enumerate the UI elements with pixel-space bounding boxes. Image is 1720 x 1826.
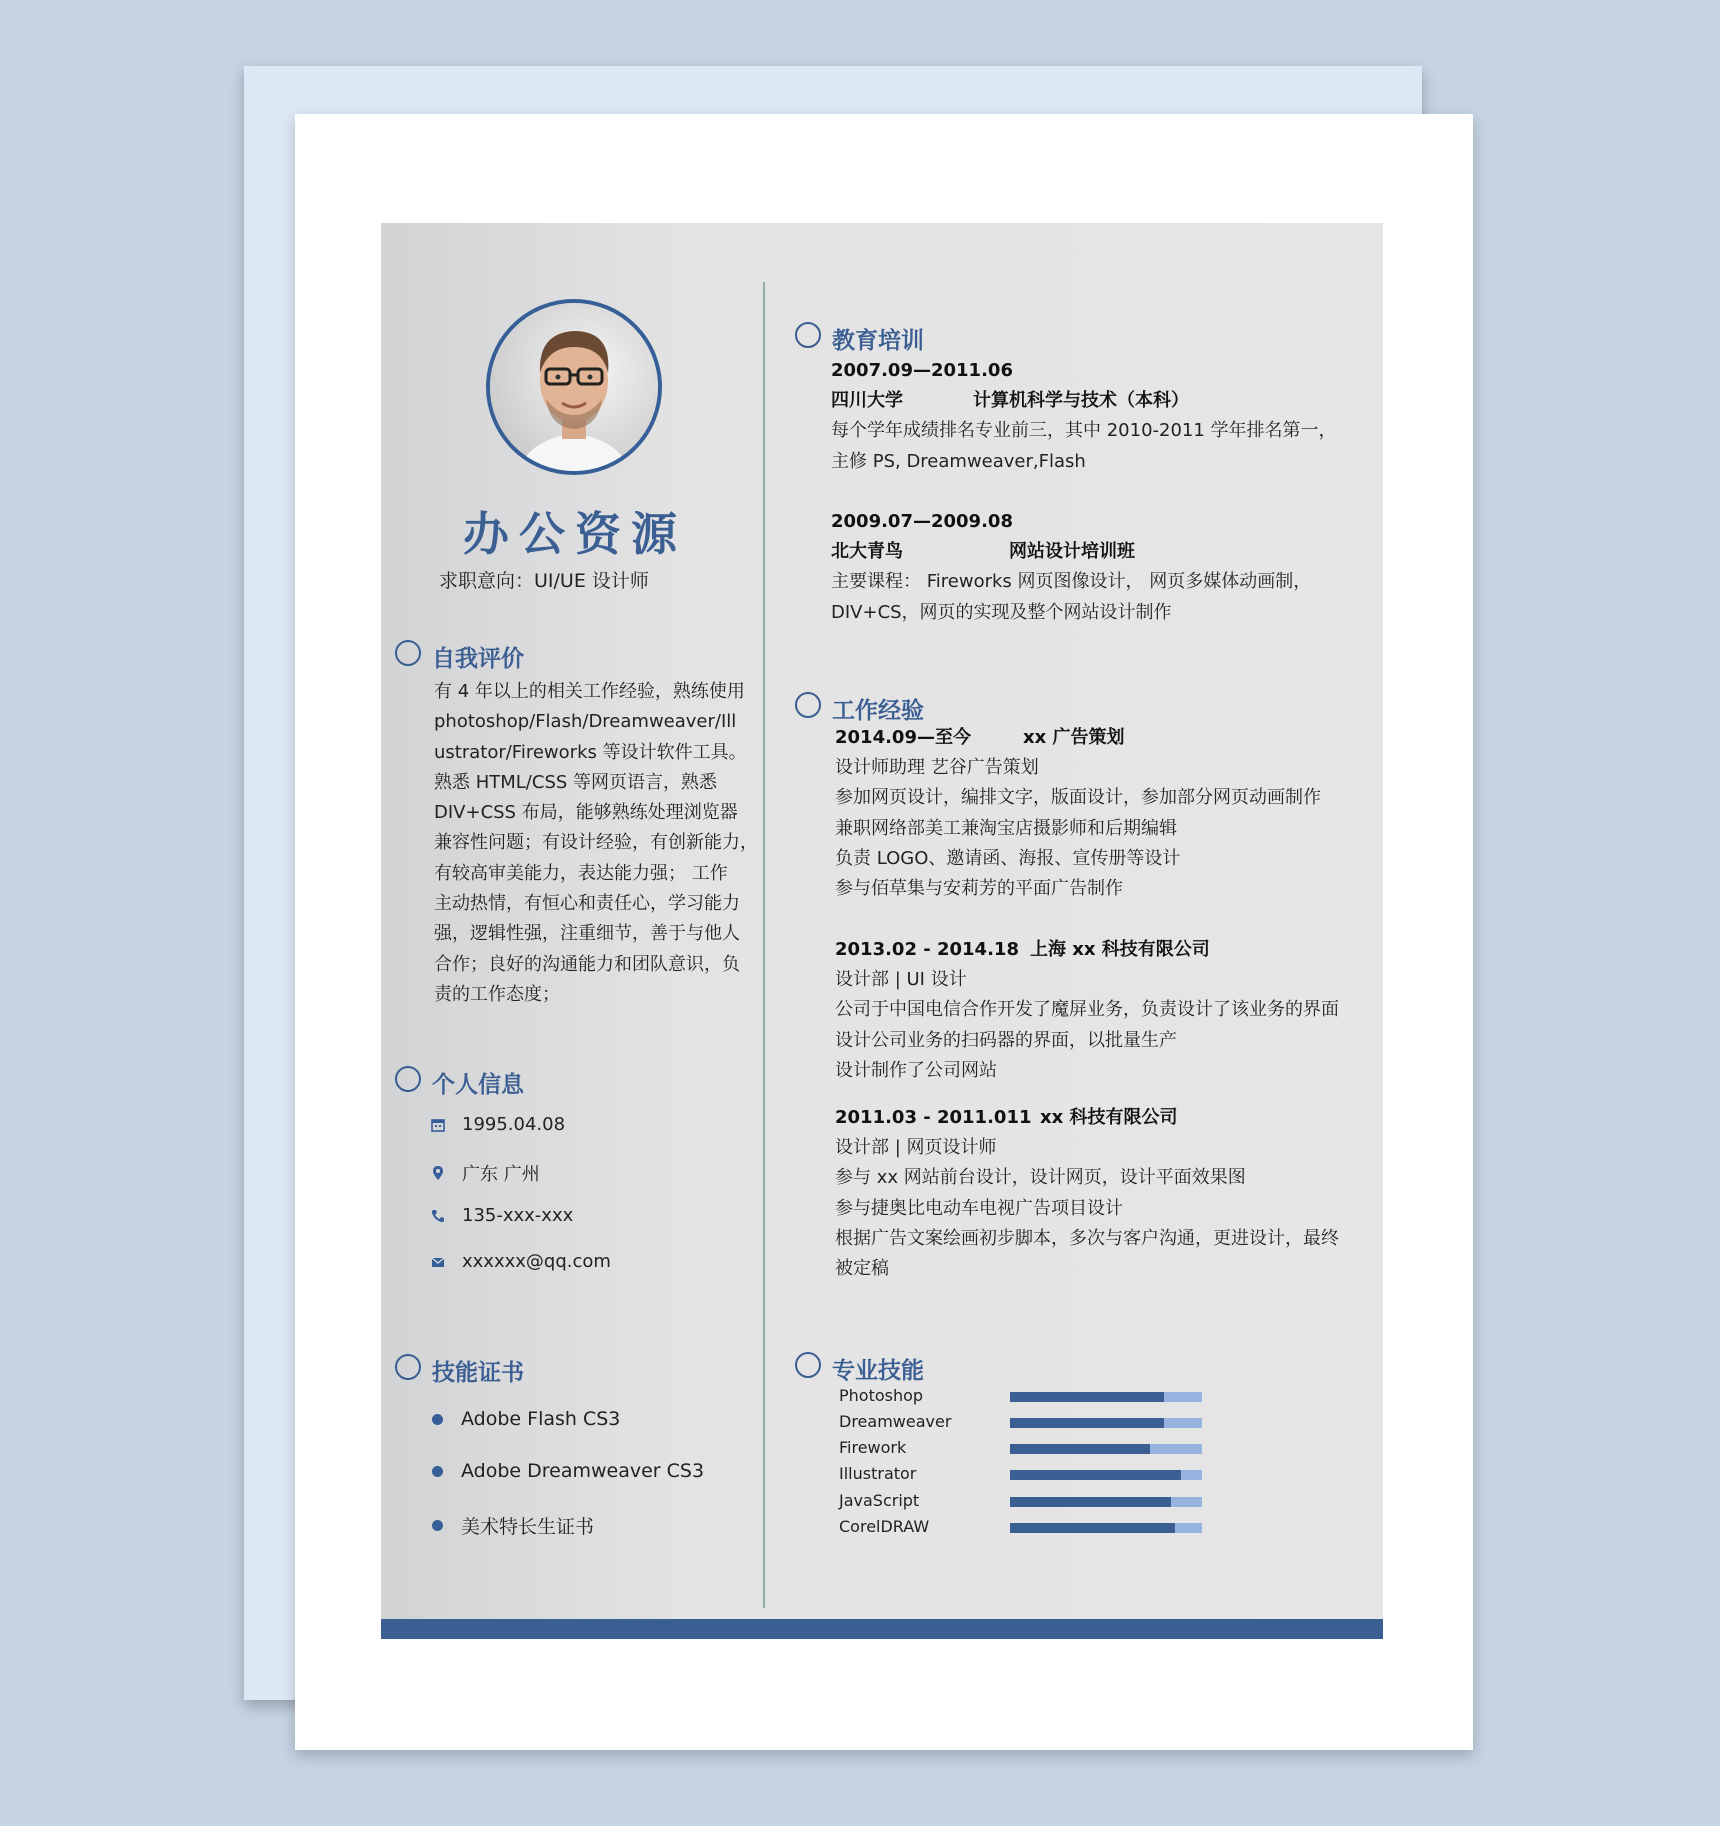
bullet-icon <box>432 1466 443 1477</box>
bottom-accent-bar <box>381 1619 1383 1639</box>
work-company: xx 科技有限公司 <box>1040 1107 1178 1128</box>
avatar-portrait-icon <box>490 303 658 471</box>
work-title: 工作经验 <box>832 698 924 724</box>
skill-name: Firework <box>839 1438 907 1457</box>
section-ring-icon <box>395 1066 421 1092</box>
work-header <box>835 723 1321 753</box>
skill-name: Dreamweaver <box>839 1412 952 1431</box>
email-text: xxxxxx@qq.com <box>462 1251 611 1272</box>
personal-info-title: 个人信息 <box>432 1072 524 1098</box>
self-eval-line: 合作；良好的沟通能力和团队意识，负 <box>434 953 740 975</box>
phone-text: 135-xxx-xxx <box>462 1205 574 1226</box>
skill-bar <box>1010 1392 1202 1402</box>
section-ring-icon <box>795 692 821 718</box>
self-eval-line: 熟悉 HTML/CSS 等网页语言，熟悉 <box>434 771 718 793</box>
self-eval-line: 有较高审美能力，表达能力强； 工作 <box>434 862 728 884</box>
cert-item <box>432 1408 620 1430</box>
edu-school: 北大青鸟 <box>831 541 903 563</box>
edu-detail: 主修 PS, Dreamweaver,Flash <box>831 450 1086 472</box>
self-eval-text <box>434 677 758 1010</box>
work-detail: 被定稿 <box>835 1258 889 1280</box>
skill-bar-fill <box>1010 1418 1164 1428</box>
edu-school-row <box>831 386 1337 416</box>
work-detail: 设计部 | UI 设计 <box>835 969 967 990</box>
edu-detail: 主要课程： Fireworks 网页图像设计， 网页多媒体动画制， <box>831 571 1312 593</box>
education-entry <box>831 356 1337 477</box>
skill-bar <box>1010 1418 1202 1428</box>
mail-icon <box>430 1254 446 1270</box>
birthdate-text: 1995.04.08 <box>462 1114 566 1135</box>
self-eval-title: 自我评价 <box>432 646 524 672</box>
phone-row <box>430 1205 573 1226</box>
cert-text: Adobe Flash CS3 <box>461 1408 621 1430</box>
work-detail: 负责 LOGO、邀请函、海报、宣传册等设计 <box>835 847 1181 869</box>
work-company: xx 广告策划 <box>1023 727 1125 748</box>
self-eval-line: 强，逻辑性强，注重细节，善于与他人 <box>434 923 740 945</box>
cert-text: Adobe Dreamweaver CS3 <box>461 1460 705 1482</box>
self-eval-line: 有 4 年以上的相关工作经验，熟练使用 <box>434 681 745 702</box>
edu-period: 2009.07—2009.08 <box>831 511 1013 532</box>
work-detail: 设计制作了公司网站 <box>835 1059 997 1081</box>
skill-bar-fill <box>1010 1523 1175 1533</box>
work-detail: 兼职网络部美工兼淘宝店摄影师和后期编辑 <box>835 817 1177 839</box>
self-eval-line: 责的工作态度； <box>434 983 560 1005</box>
self-eval-line: ustrator/Fireworks 等设计软件工具。 <box>434 741 747 763</box>
skill-bar <box>1010 1444 1202 1454</box>
birthdate-row <box>430 1114 565 1135</box>
edu-major: 网站设计培训班 <box>1009 541 1135 563</box>
work-entry <box>835 723 1321 904</box>
work-detail: 设计公司业务的扫码器的界面，以批量生产 <box>835 1029 1177 1051</box>
work-detail: 参与佰草集与安莉芳的平面广告制作 <box>835 878 1123 900</box>
skill-bar-fill <box>1010 1444 1150 1454</box>
education-title: 教育培训 <box>832 328 924 354</box>
work-detail: 设计部 | 网页设计师 <box>835 1137 997 1158</box>
work-header <box>835 1103 1339 1133</box>
skill-name: Illustrator <box>839 1464 917 1483</box>
location-icon <box>430 1165 446 1181</box>
bullet-icon <box>432 1414 443 1425</box>
candidate-name: 办公资源 <box>463 507 687 561</box>
section-ring-icon <box>395 1354 421 1380</box>
skill-bar <box>1010 1470 1202 1480</box>
self-eval-line: photoshop/Flash/Dreamweaver/Ill <box>434 711 737 733</box>
skill-name: CorelDRAW <box>839 1517 930 1536</box>
work-detail: 参加网页设计，编排文字，版面设计，参加部分网页动画制作 <box>835 787 1321 809</box>
edu-detail: DIV+CS，网页的实现及整个网站设计制作 <box>831 601 1172 623</box>
section-ring-icon <box>795 322 821 348</box>
bullet-icon <box>432 1520 443 1531</box>
section-ring-icon <box>795 1352 821 1378</box>
work-company: 上海 xx 科技有限公司 <box>1030 939 1210 960</box>
section-ring-icon <box>395 640 421 666</box>
certs-title: 技能证书 <box>432 1360 524 1386</box>
avatar <box>486 299 662 475</box>
work-entry <box>835 935 1339 1086</box>
skill-bar-fill <box>1010 1392 1164 1402</box>
skill-bar-fill <box>1010 1470 1181 1480</box>
edu-detail: 每个学年成绩排名专业前三，其中 2010-2011 学年排名第一， <box>831 420 1337 442</box>
work-detail: 公司于中国电信合作开发了魔屏业务，负责设计了该业务的界面 <box>835 999 1339 1021</box>
work-period: 2013.02 - 2014.18 <box>835 939 1019 960</box>
skill-bar-fill <box>1010 1497 1171 1507</box>
skills-title: 专业技能 <box>832 1358 924 1384</box>
calendar-icon <box>430 1117 446 1133</box>
skill-bar <box>1010 1523 1202 1533</box>
cert-item <box>432 1460 704 1482</box>
work-detail: 根据广告文案绘画初步脚本，多次与客户沟通，更进设计，最终 <box>835 1227 1339 1249</box>
work-detail: 设计师助理 艺谷广告策划 <box>835 757 1039 778</box>
self-eval-line: 兼容性问题；有设计经验，有创新能力， <box>434 832 758 854</box>
self-eval-line: 主动热情，有恒心和责任心，学习能力 <box>434 893 740 915</box>
work-entry <box>835 1103 1339 1284</box>
edu-major: 计算机科学与技术（本科） <box>973 390 1189 412</box>
work-period: 2011.03 - 2011.011 <box>835 1107 1032 1128</box>
edu-school: 四川大学 <box>831 390 903 412</box>
self-eval-line: DIV+CSS 布局，能够熟练处理浏览器 <box>434 802 738 824</box>
edu-period: 2007.09—2011.06 <box>831 360 1013 381</box>
location-row <box>430 1160 540 1186</box>
phone-icon <box>430 1208 446 1224</box>
cert-item <box>432 1512 594 1539</box>
work-detail: 参与捷奥比电动车电视广告项目设计 <box>835 1197 1123 1219</box>
work-header <box>835 935 1339 965</box>
edu-school-row <box>831 537 1311 567</box>
skill-name: Photoshop <box>839 1386 924 1405</box>
column-divider <box>763 282 765 1608</box>
cert-text: 美术特长生证书 <box>461 1516 595 1538</box>
skill-name: JavaScript <box>839 1491 920 1510</box>
job-intent: 求职意向：UI/UE 设计师 <box>439 570 649 592</box>
location-text: 广东 广州 <box>462 1164 540 1185</box>
work-period: 2014.09—至今 <box>835 727 971 748</box>
email-row <box>430 1251 611 1272</box>
skill-bar <box>1010 1497 1202 1507</box>
education-entry <box>831 507 1311 628</box>
work-detail: 参与 xx 网站前台设计，设计网页，设计平面效果图 <box>835 1167 1246 1189</box>
